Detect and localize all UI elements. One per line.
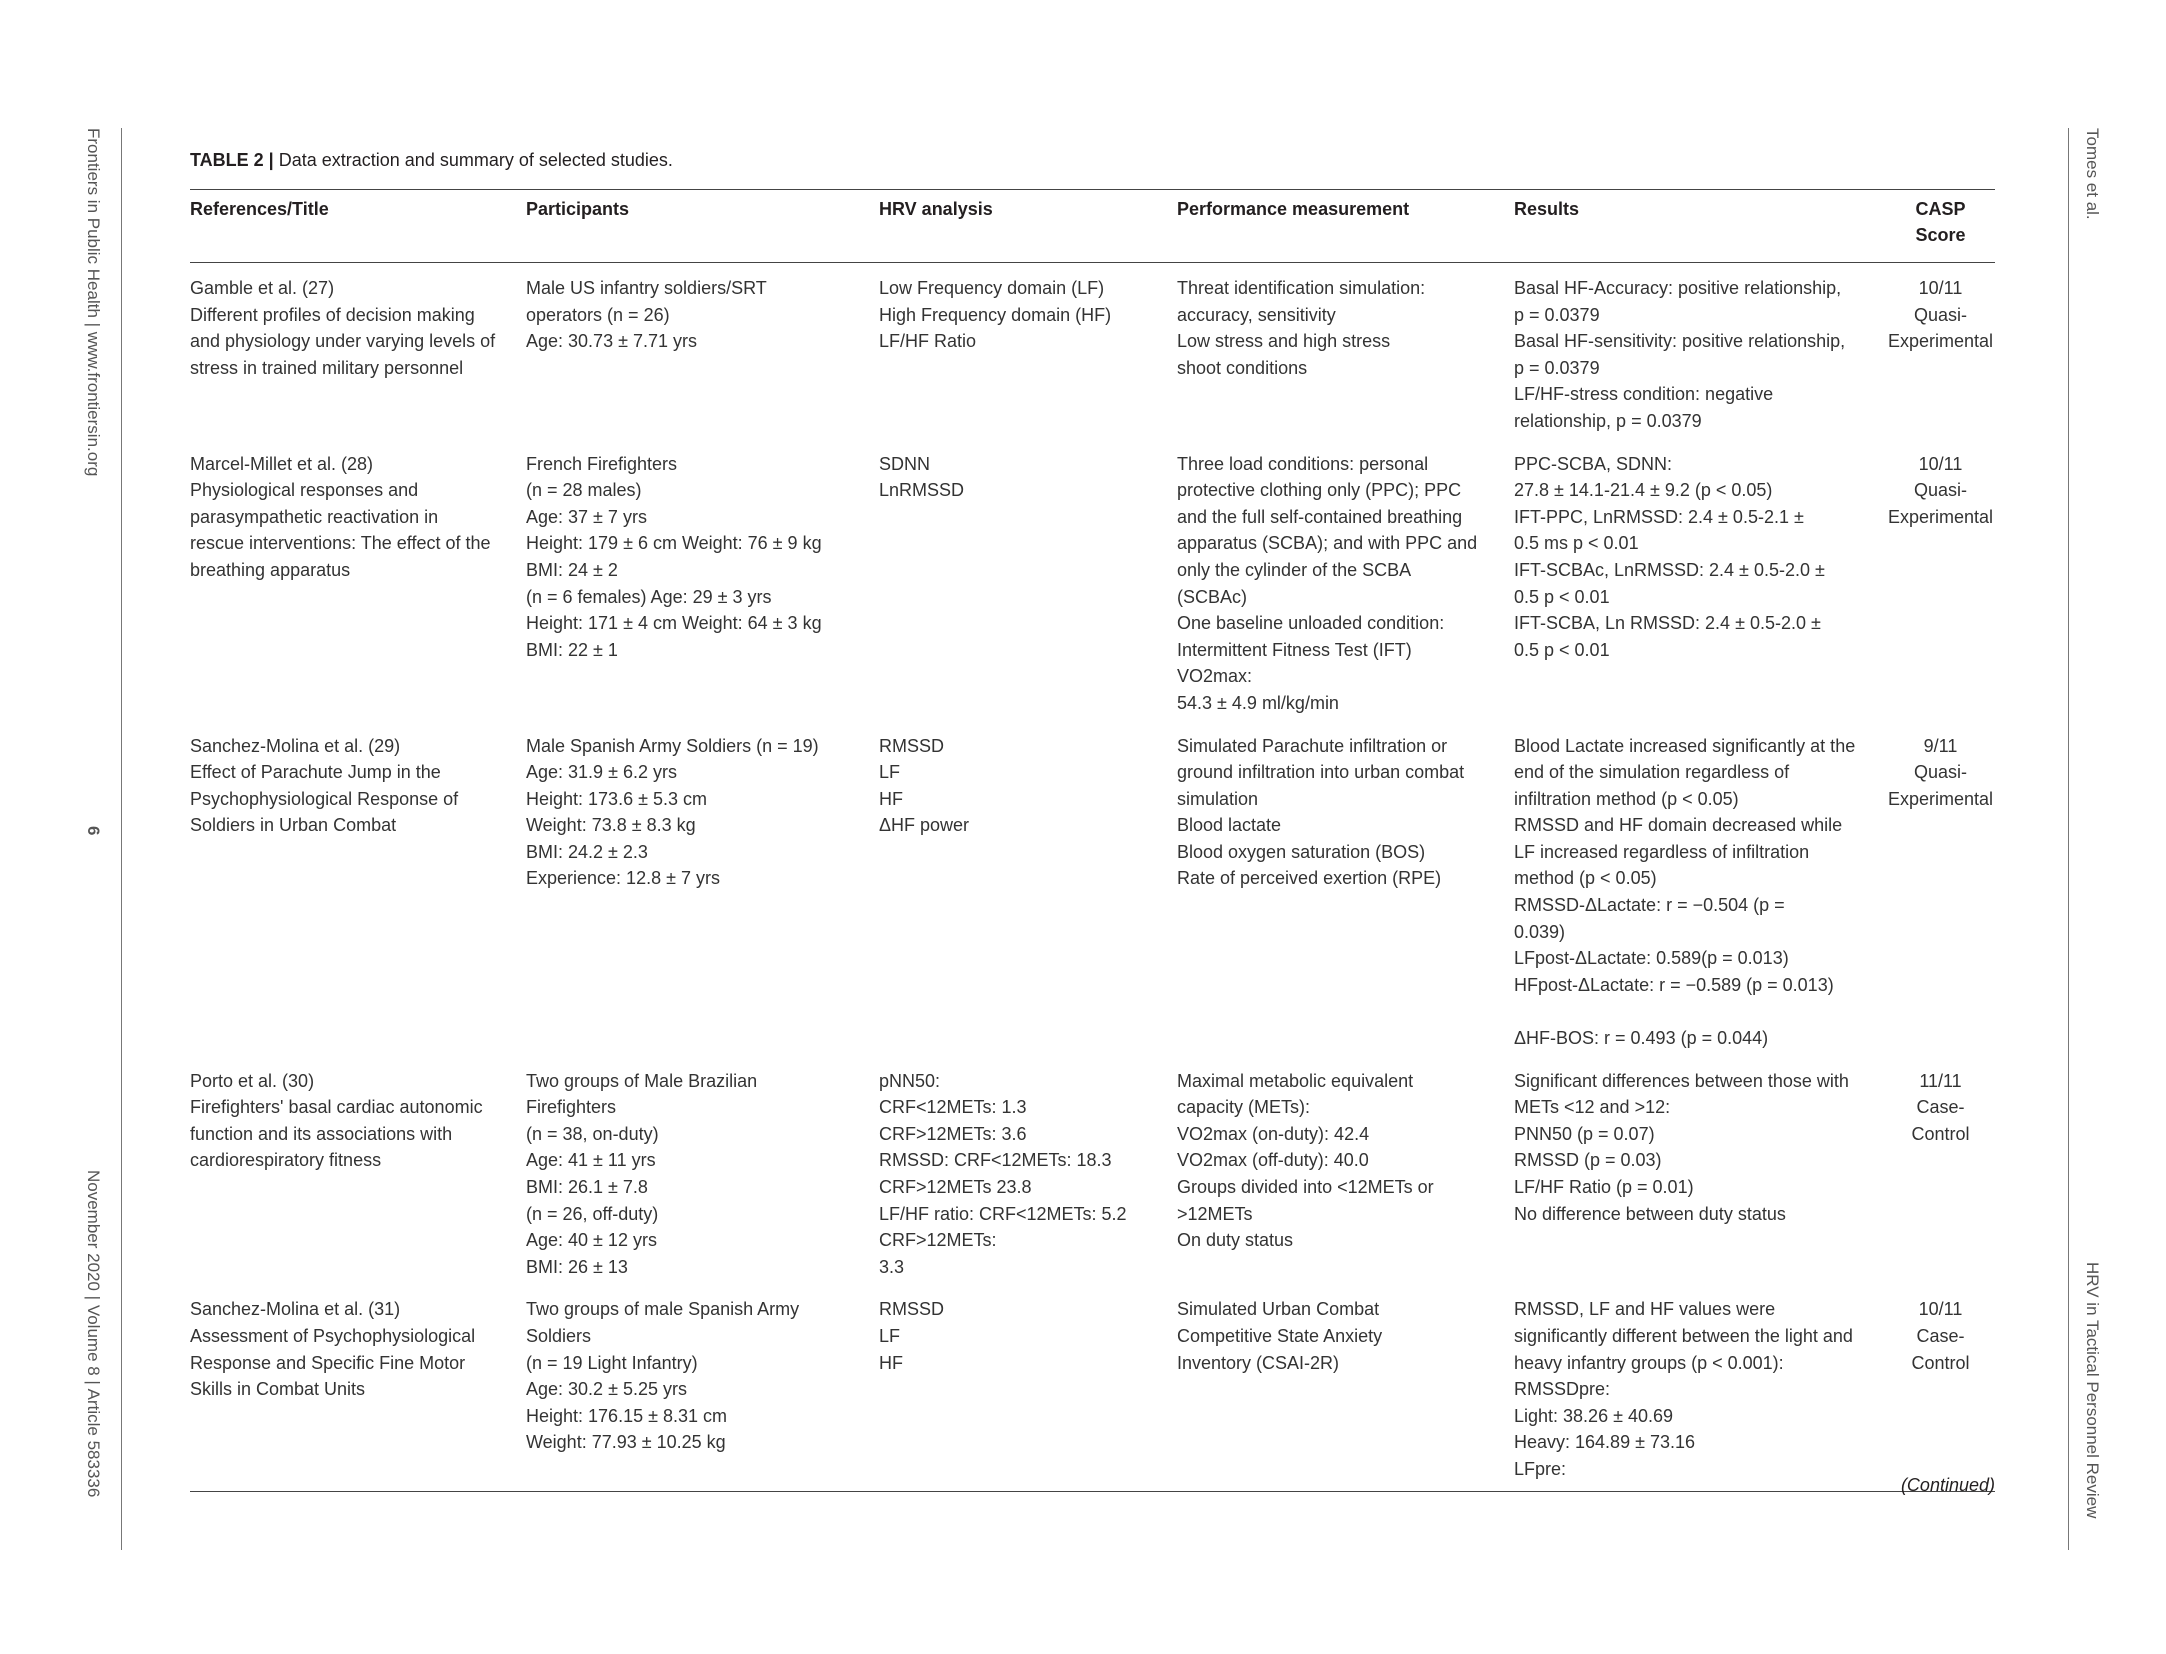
- header-score: Score: [1915, 225, 1966, 245]
- cell-line: PPC-SCBA, SDNN:: [1514, 453, 1673, 474]
- cell-line: Simulated Parachute infiltration or: [1177, 735, 1448, 756]
- cell-line: French Firefighters: [526, 453, 678, 474]
- cell-line: Light: 38.26 ± 40.69: [1514, 1405, 1674, 1426]
- cell-line: Experimental: [1887, 506, 1994, 527]
- table-row: [190, 439, 1995, 721]
- cell-line: LF/HF Ratio (p = 0.01): [1514, 1177, 1694, 1197]
- cell-line: VO2max:: [1177, 666, 1253, 687]
- cell-line: Male US infantry soldiers/SRT: [526, 278, 767, 298]
- cell-line: parasympathetic reactivation in: [190, 506, 439, 527]
- cell-line: (n = 6 females) Age: 29 ± 3 yrs: [526, 586, 772, 607]
- cell-line: Height: 173.6 ± 5.3 cm: [526, 788, 707, 809]
- cell-line: One baseline unloaded condition:: [1177, 613, 1445, 634]
- cell-line: 0.5 p < 0.01: [1514, 639, 1610, 660]
- continued-note: (Continued): [1900, 1475, 1995, 1495]
- references-cell: [190, 1284, 526, 1491]
- cell-line: >12METs: [1177, 1203, 1253, 1224]
- cell-line: No difference between duty status: [1514, 1203, 1786, 1224]
- results-cell: [1514, 263, 1886, 439]
- cell-line: Sanchez-Molina et al. (31): [190, 1299, 401, 1320]
- participants-cell: [526, 263, 879, 439]
- cell-line: Two groups of male Spanish Army: [526, 1299, 800, 1320]
- results-cell: [1514, 721, 1886, 1056]
- cell-line: RMSSD: [879, 1299, 945, 1320]
- cell-line: significantly different between the light and: [1514, 1325, 1853, 1346]
- cell-line: shoot conditions: [1177, 357, 1308, 378]
- summary-table: [190, 189, 1995, 1492]
- cell-line: VO2max (off-duty): 40.0: [1177, 1150, 1369, 1171]
- casp-score-cell: [1886, 1284, 1995, 1491]
- table-row: [190, 263, 1995, 439]
- cell-line: [1514, 998, 1876, 1025]
- header-performance: Performance measurement: [1177, 190, 1514, 263]
- participants-cell: [526, 1284, 879, 1491]
- cell-line: 9/11: [1923, 735, 1958, 756]
- cell-line: PNN50 (p = 0.07): [1514, 1123, 1655, 1144]
- hrv-cell: [879, 721, 1177, 1056]
- table-row: [190, 721, 1995, 1056]
- cell-line: Height: 179 ± 6 cm Weight: 76 ± 9 kg: [526, 533, 822, 554]
- cell-line: Firefighters' basal cardiac autonomic: [190, 1097, 483, 1118]
- cell-line: RMSSD and HF domain decreased while: [1514, 815, 1843, 836]
- cell-line: Quasi-: [1913, 304, 1967, 325]
- cell-line: (n = 28 males): [526, 480, 642, 501]
- cell-line: Simulated Urban Combat: [1177, 1299, 1380, 1320]
- casp-score-cell: [1886, 1056, 1995, 1285]
- cell-line: only the cylinder of the SCBA: [1177, 559, 1412, 580]
- cell-line: Blood oxygen saturation (BOS): [1177, 841, 1426, 862]
- cell-line: RMSSD (p = 0.03): [1514, 1150, 1662, 1171]
- cell-line: Response and Specific Fine Motor: [190, 1352, 466, 1373]
- cell-line: CRF>12METs:: [879, 1230, 997, 1251]
- cell-line: 0.5 ms p < 0.01: [1514, 533, 1639, 554]
- cell-line: (n = 38, on-duty): [526, 1123, 659, 1144]
- cell-line: Heavy: 164.89 ± 73.16: [1514, 1432, 1696, 1453]
- cell-line: function and its associations with: [190, 1123, 453, 1144]
- participants-cell: [526, 439, 879, 721]
- cell-line: LF: [879, 1325, 901, 1346]
- cell-line: Control: [1911, 1352, 1970, 1373]
- cell-line: IFT-SCBAc, LnRMSSD: 2.4 ± 0.5-2.0 ±: [1514, 559, 1825, 580]
- cell-line: Male Spanish Army Soldiers (n = 19): [526, 735, 819, 756]
- cell-line: Rate of perceived exertion (RPE): [1177, 868, 1442, 889]
- cell-line: 0.039): [1514, 921, 1566, 942]
- cell-line: HF: [879, 1352, 903, 1373]
- cell-line: IFT-PPC, LnRMSSD: 2.4 ± 0.5-2.1 ±: [1514, 506, 1804, 527]
- cell-line: Experience: 12.8 ± 7 yrs: [526, 868, 720, 889]
- cell-line: Sanchez-Molina et al. (29): [190, 735, 401, 756]
- cell-line: simulation: [1177, 788, 1259, 809]
- cell-line: HF: [879, 788, 903, 809]
- cell-line: METs <12 and >12:: [1514, 1097, 1671, 1118]
- results-cell: [1514, 439, 1886, 721]
- cell-line: High Frequency domain (HF): [879, 304, 1112, 325]
- cell-line: LF increased regardless of infiltration: [1514, 841, 1810, 862]
- hrv-cell: [879, 1056, 1177, 1285]
- references-cell: [190, 439, 526, 721]
- cell-line: stress in trained military personnel: [190, 357, 464, 378]
- cell-line: Blood lactate: [1177, 815, 1282, 836]
- cell-line: rescue interventions: The effect of the: [190, 533, 491, 554]
- casp-score-cell: [1886, 263, 1995, 439]
- performance-cell: [1177, 263, 1514, 439]
- cell-line: CRF<12METs: 1.3: [879, 1097, 1027, 1118]
- cell-line: Age: 41 ± 11 yrs: [526, 1150, 656, 1171]
- cell-line: LFpost-ΔLactate: 0.589(p = 0.013): [1514, 948, 1789, 969]
- cell-line: Skills in Combat Units: [190, 1379, 366, 1400]
- cell-line: RMSSD: CRF<12METs: 18.3: [879, 1150, 1112, 1171]
- cell-line: p = 0.0379: [1514, 304, 1600, 325]
- references-cell: [190, 1056, 526, 1285]
- cell-line: (n = 26, off-duty): [526, 1203, 659, 1224]
- cell-line: Intermittent Fitness Test (IFT): [1177, 639, 1412, 660]
- cell-line: BMI: 26 ± 13: [526, 1256, 628, 1277]
- cell-line: LF/HF-stress condition: negative: [1514, 384, 1774, 405]
- cell-line: BMI: 24.2 ± 2.3: [526, 841, 648, 862]
- hrv-cell: [879, 1284, 1177, 1491]
- performance-cell: [1177, 1284, 1514, 1491]
- cell-line: accuracy, sensitivity: [1177, 304, 1336, 325]
- results-cell: [1514, 1056, 1886, 1285]
- cell-line: CRF>12METs: 3.6: [879, 1123, 1027, 1144]
- table-caption-text: Data extraction and summary of selected studies.: [278, 150, 673, 170]
- cell-line: 0.5 p < 0.01: [1514, 586, 1610, 607]
- cell-line: ΔHF power: [879, 815, 970, 836]
- cell-line: Two groups of Male Brazilian: [526, 1070, 758, 1091]
- cell-line: HFpost-ΔLactate: r = −0.589 (p = 0.013): [1514, 974, 1834, 995]
- performance-cell: [1177, 439, 1514, 721]
- cell-line: On duty status: [1177, 1230, 1294, 1251]
- cell-line: Weight: 77.93 ± 10.25 kg: [526, 1432, 726, 1453]
- cell-line: Experimental: [1887, 331, 1994, 352]
- cell-line: LF: [879, 762, 901, 783]
- results-cell: [1514, 1284, 1886, 1491]
- table-label: TABLE 2 |: [190, 150, 274, 170]
- hrv-cell: [879, 439, 1177, 721]
- header-casp-score: [1886, 190, 1995, 263]
- cell-line: BMI: 24 ± 2: [526, 559, 618, 580]
- cell-line: Inventory (CSAI-2R): [1177, 1352, 1340, 1373]
- cell-line: infiltration method (p < 0.05): [1514, 788, 1739, 809]
- casp-score-cell: [1886, 721, 1995, 1056]
- cell-line: Physiological responses and: [190, 480, 419, 501]
- cell-line: 54.3 ± 4.9 ml/kg/min: [1177, 692, 1339, 713]
- cell-line: Low stress and high stress: [1177, 331, 1391, 352]
- cell-line: pNN50:: [879, 1070, 941, 1091]
- cell-line: Age: 31.9 ± 6.2 yrs: [526, 762, 677, 783]
- cell-line: Height: 171 ± 4 cm Weight: 64 ± 3 kg: [526, 613, 822, 634]
- header-casp: CASP: [1915, 199, 1966, 219]
- cell-line: Firefighters: [526, 1097, 617, 1118]
- cell-line: VO2max (on-duty): 42.4: [1177, 1123, 1370, 1144]
- casp-score-cell: [1886, 439, 1995, 721]
- cell-line: Marcel-Millet et al. (28): [190, 453, 374, 474]
- cell-line: Psychophysiological Response of: [190, 788, 459, 809]
- hrv-cell: [879, 263, 1177, 439]
- cell-line: Basal HF-sensitivity: positive relationship,: [1514, 331, 1846, 352]
- cell-line: ground infiltration into urban combat: [1177, 762, 1465, 783]
- right-margin-rule: [2068, 128, 2069, 1550]
- cell-line: Competitive State Anxiety: [1177, 1325, 1383, 1346]
- cell-line: Assessment of Psychophysiological: [190, 1325, 476, 1346]
- cell-line: Effect of Parachute Jump in the: [190, 762, 441, 783]
- performance-cell: [1177, 1056, 1514, 1285]
- journal-name: Frontiers in Public Health | www.frontiersin.org: [84, 128, 103, 477]
- header-references: References/Title: [190, 190, 526, 263]
- cell-line: RMSSD-ΔLactate: r = −0.504 (p =: [1514, 895, 1785, 916]
- cell-line: IFT-SCBA, Ln RMSSD: 2.4 ± 0.5-2.0 ±: [1514, 613, 1821, 634]
- cell-line: and physiology under varying levels of: [190, 331, 496, 352]
- issue-info: November 2020 | Volume 8 | Article 583336: [84, 1170, 103, 1498]
- header-results: Results: [1514, 190, 1886, 263]
- cell-line: Case-: [1916, 1097, 1965, 1118]
- cell-line: Weight: 73.8 ± 8.3 kg: [526, 815, 696, 836]
- cell-line: Groups divided into <12METs or: [1177, 1177, 1434, 1197]
- left-margin-rule: [121, 128, 122, 1550]
- cell-line: Porto et al. (30): [190, 1070, 315, 1091]
- cell-line: 27.8 ± 14.1-21.4 ± 9.2 (p < 0.05): [1514, 480, 1773, 501]
- performance-cell: [1177, 721, 1514, 1056]
- cell-line: 3.3: [879, 1256, 905, 1277]
- cell-line: (n = 19 Light Infantry): [526, 1352, 698, 1373]
- cell-line: capacity (METs):: [1177, 1097, 1311, 1118]
- cell-line: Age: 30.73 ± 7.71 yrs: [526, 331, 697, 352]
- cell-line: p = 0.0379: [1514, 357, 1600, 378]
- cell-line: 11/11: [1919, 1070, 1962, 1091]
- cell-line: Age: 30.2 ± 5.25 yrs: [526, 1379, 687, 1400]
- cell-line: Different profiles of decision making: [190, 304, 475, 325]
- cell-line: RMSSD, LF and HF values were: [1514, 1299, 1776, 1320]
- cell-line: ΔHF-BOS: r = 0.493 (p = 0.044): [1514, 1028, 1769, 1049]
- cell-line: LFpre:: [1514, 1458, 1567, 1479]
- cell-line: Experimental: [1887, 788, 1994, 809]
- running-author: Tomes et al.: [2083, 128, 2102, 220]
- page-number: 6: [84, 826, 103, 836]
- cell-line: operators (n = 26): [526, 304, 670, 325]
- cell-line: RMSSDpre:: [1514, 1379, 1611, 1400]
- cell-line: (SCBAc): [1177, 586, 1248, 607]
- cell-line: method (p < 0.05): [1514, 868, 1657, 889]
- cell-line: Gamble et al. (27): [190, 278, 335, 298]
- cell-line: protective clothing only (PPC); PPC: [1177, 480, 1462, 501]
- cell-line: 10/11: [1918, 278, 1963, 298]
- cell-line: breathing apparatus: [190, 559, 351, 580]
- table-caption: [190, 150, 1995, 171]
- cell-line: BMI: 26.1 ± 7.8: [526, 1177, 648, 1197]
- running-title: HRV in Tactical Personnel Review: [2083, 1262, 2102, 1519]
- cell-line: relationship, p = 0.0379: [1514, 410, 1702, 431]
- table-row: [190, 1284, 1995, 1491]
- references-cell: [190, 721, 526, 1056]
- cell-line: 10/11: [1918, 453, 1963, 474]
- participants-cell: [526, 1056, 879, 1285]
- table-header-row: [190, 190, 1995, 263]
- cell-line: and the full self-contained breathing: [1177, 506, 1463, 527]
- cell-line: RMSSD: [879, 735, 945, 756]
- cell-line: Control: [1911, 1123, 1970, 1144]
- header-hrv: HRV analysis: [879, 190, 1177, 263]
- cell-line: Quasi-: [1913, 480, 1967, 501]
- table-container: [190, 150, 1995, 1492]
- cell-line: 10/11: [1918, 1299, 1963, 1320]
- cell-line: heavy infantry groups (p < 0.001):: [1514, 1352, 1784, 1373]
- table-row: [190, 1056, 1995, 1285]
- cell-line: Low Frequency domain (LF): [879, 278, 1105, 298]
- cell-line: Maximal metabolic equivalent: [1177, 1070, 1414, 1091]
- cell-line: Basal HF-Accuracy: positive relationship,: [1514, 278, 1842, 298]
- cell-line: Significant differences between those with: [1514, 1070, 1849, 1091]
- cell-line: Three load conditions: personal: [1177, 453, 1429, 474]
- cell-line: end of the simulation regardless of: [1514, 762, 1790, 783]
- cell-line: BMI: 22 ± 1: [526, 639, 618, 660]
- references-cell: [190, 263, 526, 439]
- cell-line: LnRMSSD: [879, 480, 965, 501]
- cell-line: Threat identification simulation:: [1177, 278, 1426, 298]
- cell-line: CRF>12METs 23.8: [879, 1177, 1032, 1197]
- participants-cell: [526, 721, 879, 1056]
- cell-line: cardiorespiratory fitness: [190, 1150, 382, 1171]
- cell-line: Soldiers in Urban Combat: [190, 815, 397, 836]
- cell-line: Quasi-: [1913, 762, 1967, 783]
- cell-line: Case-: [1916, 1325, 1965, 1346]
- cell-line: Blood Lactate increased significantly at the: [1514, 735, 1856, 756]
- header-participants: Participants: [526, 190, 879, 263]
- cell-line: apparatus (SCBA); and with PPC and: [1177, 533, 1478, 554]
- cell-line: Age: 40 ± 12 yrs: [526, 1230, 657, 1251]
- cell-line: Age: 37 ± 7 yrs: [526, 506, 647, 527]
- cell-line: Height: 176.15 ± 8.31 cm: [526, 1405, 727, 1426]
- cell-line: Soldiers: [526, 1325, 592, 1346]
- cell-line: LF/HF ratio: CRF<12METs: 5.2: [879, 1203, 1127, 1224]
- cell-line: LF/HF Ratio: [879, 331, 977, 352]
- cell-line: SDNN: [879, 453, 931, 474]
